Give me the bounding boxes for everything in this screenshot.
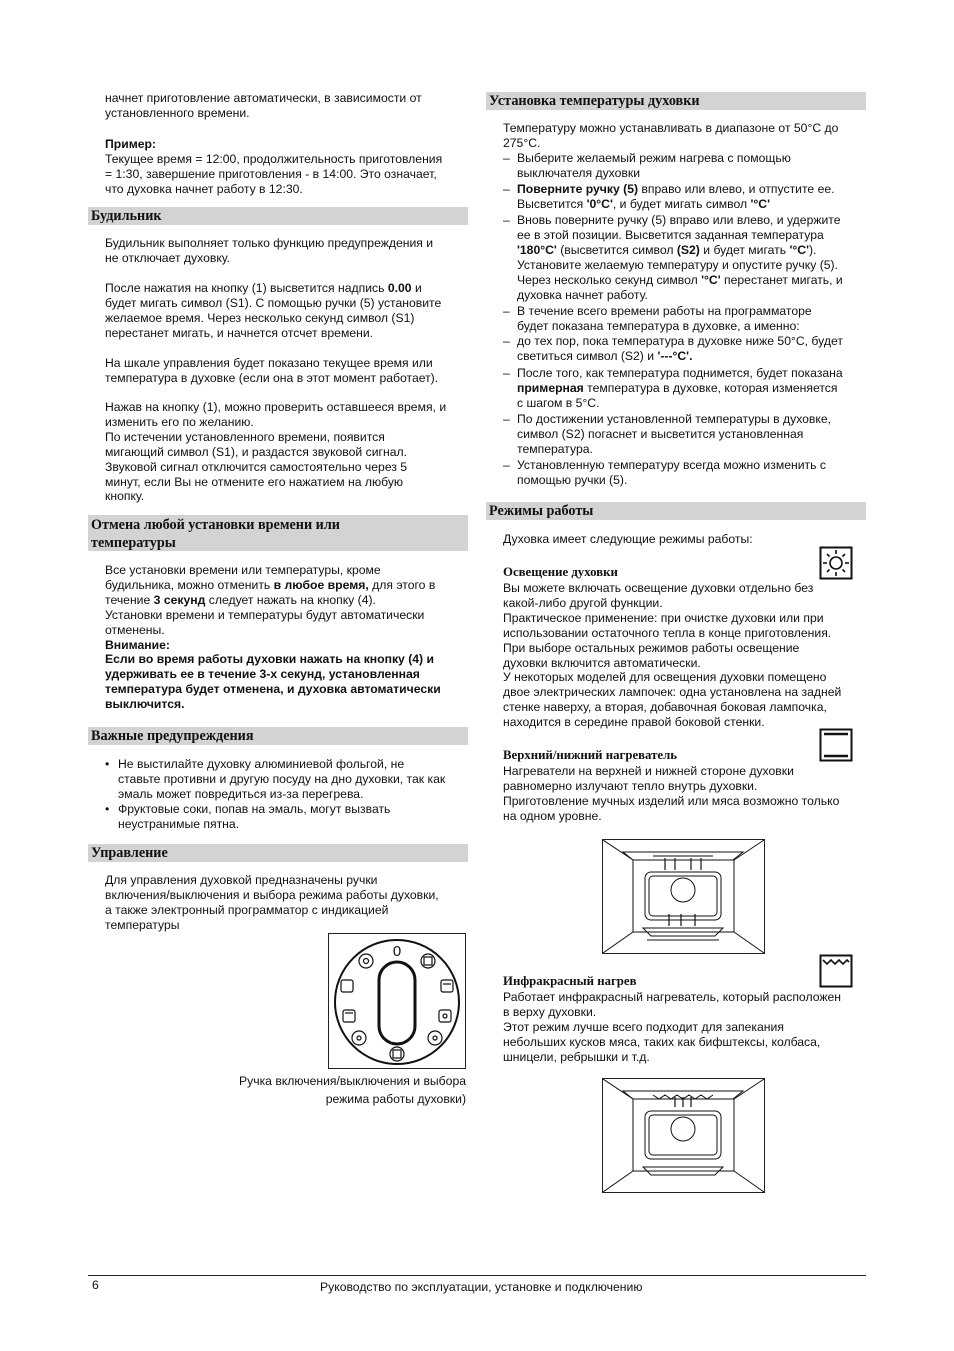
text-line: выключателя духовки [517,165,641,180]
display-value: '°C' [789,242,809,257]
top-bottom-heater-icon [819,728,853,762]
text-line: что духовка начнет работу в 12:30. [105,181,303,196]
text-span: вправо или влево, и отпустите ее. [638,182,835,196]
caption-line: режима работы духовки) [325,1091,466,1106]
warning-line: выключится. [105,697,185,712]
example-label: Пример: [105,137,156,151]
text-span: следует нажать на кнопку (4). [205,592,376,607]
text-line: символ (S2) погаснет и высветится установленная [517,426,804,441]
text-line: в верху духовки. [503,1004,597,1019]
display-value: '---°C'. [657,348,693,363]
display-value: '0°C' [586,196,613,211]
text-line [517,197,866,212]
oven-illustration [603,1079,764,1192]
bold-span: в любое время, [273,577,369,592]
mode-title-infrared: Инфракрасный нагрев [503,974,637,988]
text-line: Установленную температуру всегда можно изменить с [517,458,826,472]
list-item-text [517,412,866,457]
text-line: на одном уровне. [503,808,602,823]
text-line: температура в духовке (если она в этот момент работает). [105,370,439,385]
text-line [105,578,441,593]
text-line: изменить его по желанию. [105,414,254,429]
text-line: небольших кусков мяса, таких как бифштексы, колбаса, [503,1034,821,1049]
mode-title-top-bottom: Верхний/нижний нагреватель [503,748,678,762]
list-item [503,213,866,303]
cancel-paragraph [105,563,441,712]
list-item [105,802,475,832]
text-line: После того, как температура поднимется, будет показана [517,366,843,380]
text-line: Температуру можно устанавливать в диапазоне от 50°C до [503,121,839,135]
text-line: Работает инфракрасный нагреватель, который расположен [503,990,841,1004]
list-item-text [517,304,866,334]
list-item-text [118,757,445,802]
dash-marker: – [503,304,510,318]
text-line: ее в этой позиции. Высветится заданная температура [517,227,824,242]
alarm-paragraph-2 [105,281,441,341]
warning-line: температура будет отменена, и духовка автоматически [105,682,441,697]
alarm-paragraph-3 [105,356,438,386]
dash-marker: – [503,182,510,196]
text-span: (высветится символ [556,242,677,257]
text-line [517,349,866,364]
bold-span: 3 секунд [153,592,206,607]
text-line [517,243,866,258]
text-line: какой-либо другой функции. [503,595,663,610]
knob-caption [200,1074,466,1107]
section-heading-alarm: Будильник [88,207,468,225]
text-span: ). [809,242,817,257]
attention-label: Внимание: [105,637,170,652]
bold-span: (S2) [676,242,700,257]
infrared-heater-icon [819,954,853,988]
list-item-text [517,366,866,411]
text-line: В течение всего времени работы на программаторе [517,304,812,318]
list-item [503,412,866,457]
dash-marker: – [503,366,510,380]
text-line: помощью ручки (5). [517,472,628,487]
text-span: Через несколько секунд символ [517,272,702,287]
section-heading-modes: Режимы работы [486,502,866,520]
text-line: Звуковой сигнал отключится самостоятельно через 5 [105,459,408,474]
text-line: духовки включится автоматически. [503,655,701,670]
text-line: эмаль может повредиться из-за перегрева. [118,786,364,801]
text-line: духовка начнет работу. [517,287,648,302]
knob-figure [328,933,466,1069]
footer-title: Руководство по эксплуатации, установке и подключению [320,1280,643,1294]
text-line [517,381,866,396]
text-line: Все установки времени или температуры, кроме [105,563,381,577]
text-line: На шкале управления будет показано текущее время или [105,356,433,370]
text-line: равномерно излучают тепло внутрь духовки. [503,778,758,793]
text-line: У некоторых моделей для освещения духовки помещено [503,670,827,685]
text-span: , и будет мигать символ [612,196,751,211]
text-span: будильника, можно отменить [105,577,274,592]
heading-line: Отмена любой установки времени или [91,517,340,533]
heading-line: температуры [91,535,176,551]
section-heading-control: Управление [88,844,468,862]
text-line: Установки времени и температуры будут автоматически [105,607,425,622]
text-span: светиться символ (S2) и [517,348,658,363]
example-paragraph [105,137,442,197]
text-line: не отключает духовку. [105,250,231,265]
list-item [503,334,866,364]
list-item [503,182,866,212]
display-value: '°C' [701,272,721,287]
text-line: стенке наверху, а вторая, добавочная боковая лампочка, [503,700,827,715]
warning-line: Если во время работы духовки нажать на кнопку (4) и [105,652,434,667]
list-item-text [517,151,866,181]
bullet-icon: • [105,802,110,816]
list-item-text [517,458,866,488]
list-item [503,151,866,181]
text-span: перестанет мигать, и [720,272,843,287]
list-item [503,366,866,411]
text-line: Приготовление мучных изделий или мяса возможно только [503,793,840,808]
text-line: шницели, ребрышки и т.д. [503,1049,650,1064]
text-line: Нажав на кнопку (1), можно проверить оставшееся время, и [105,400,447,414]
bold-span: примерная [517,380,584,395]
list-item-text [517,334,866,364]
display-value: '180°C' [517,242,557,257]
text-line: Нагреватели на верхней и нижней стороне духовки [503,764,794,778]
text-line: температура. [517,441,593,456]
top-bottom-paragraph [503,764,839,824]
text-line: двое электрических лампочек: одна установлена на задней [503,685,842,700]
bullet-icon: • [105,757,110,771]
dash-marker: – [503,213,510,227]
text-line: Будильник выполняет только функцию предупреждения и [105,236,434,250]
text-line: минут, если Вы не отмените его нажатием на любую [105,474,404,489]
text-span: для этого в [368,577,436,592]
mode-title-light: Освещение духовки [503,565,618,579]
text-line [105,593,441,608]
text-line: Выберите желаемый режим нагрева с помощью [517,151,791,165]
infrared-paragraph [503,990,841,1065]
text-line: Вновь поверните ручку (5) вправо или влево, и удержите [517,213,841,227]
text-line: Фруктовые соки, попав на эмаль, могут вызвать [118,802,391,816]
text-line: Текущее время = 12:00, продолжительность приготовления [105,151,443,166]
text-line: включения/выключения и выбора режима работы духовки, [105,887,439,902]
text-line: ставьте противни и другую посуду на дно духовки, так как [118,771,446,786]
text-line: будет показана температура в духовке, а именно: [517,318,800,333]
text-line: мигающий символ (S1), и раздастся звуковой сигнал. [105,444,407,459]
list-item [503,304,866,334]
text-line: а также электронный программатор с индикацией [105,902,389,917]
intro-paragraph [105,91,422,121]
list-item-text [517,182,866,212]
text-span: Высветится [517,196,587,211]
page-number: 6 [92,1278,99,1292]
dash-marker: – [503,334,510,348]
text-line: При выборе остальных режимов работы освещение [503,640,800,655]
control-paragraph [105,873,439,933]
text-line [517,182,866,197]
temp-intro [503,121,838,151]
modes-intro: Духовка имеет следующие режимы работы: [503,532,753,546]
section-heading-cancel [88,515,468,551]
text-line: По достижении установленной температуры в духовке, [517,412,832,426]
dash-marker: – [503,151,510,165]
light-paragraph [503,581,841,730]
text-line: находится в середине правой боковой стенки. [503,715,765,730]
alarm-paragraph-4 [105,400,446,504]
text-line: = 1:30, завершение приготовления - в 14:00. Это означает, [105,166,437,181]
display-value: '°C' [750,196,770,211]
knob-zero-label: 0 [392,943,402,960]
list-item [503,458,866,488]
alarm-paragraph-1 [105,236,433,266]
text-line: 275°C. [503,135,541,150]
bold-span: Поверните ручку (5) [517,182,639,196]
text-line: Практическое применение: при очистке духовки или при [503,610,824,625]
text-line: отменены. [105,622,165,637]
text-line: будет мигать символ (S1). С помощью ручки (5) установите [105,295,442,310]
dash-marker: – [503,458,510,472]
text-span: и будет мигать [699,242,790,257]
text-line: Этот режим лучше всего подходит для запекания [503,1019,784,1034]
text-line: По истечении установленного времени, появится [105,429,385,444]
text-line: Для управления духовкой предназначены ручки [105,873,378,887]
text-line: с шагом в 5°C. [517,395,600,410]
text-line: желаемое время. Через несколько секунд символ (S1) [105,310,415,325]
oven-diagram-infrared [602,1078,765,1193]
text-line: установленного времени. [105,105,250,120]
warning-line: удерживать ее в течение 3-х секунд, установленная [105,667,420,682]
text-line: неустранимые пятна. [118,816,240,831]
text-line: Установите желаемую температуру и опустите ручку (5). [517,257,838,272]
section-heading-temperature: Установка температуры духовки [486,92,866,110]
text-line: кнопку. [105,489,145,504]
display-value: 0.00 [387,281,412,295]
oven-illustration [603,840,764,953]
text-span: температура в духовке, которая изменяется [583,380,838,395]
text-line [105,281,441,296]
list-item [105,757,475,802]
dash-marker: – [503,412,510,426]
text-span: После нажатия на кнопку (1) высветится надпись [105,281,388,295]
list-item-text [517,213,866,302]
oven-light-icon [819,546,853,580]
list-item-text [118,802,390,832]
text-span: течение [105,592,154,607]
section-heading-warnings: Важные предупреждения [88,727,468,745]
text-span: и [411,281,422,295]
text-line: начнет приготовление автоматически, в зависимости от [105,91,422,105]
oven-diagram-top-bottom [602,839,765,954]
text-line: Не выстилайте духовку алюминиевой фольгой, не [118,757,405,771]
text-line: использовании остаточного тепла в конце приготовления. [503,625,832,640]
footer-divider [88,1275,866,1276]
text-line [517,273,866,288]
text-line: до тех пор, пока температура в духовке ниже 50°C, будет [517,334,843,348]
mode-knob-diagram [329,934,465,1068]
caption-line: Ручка включения/выключения и выбора [239,1074,466,1088]
text-line: перестанет мигать, и начнется отсчет времени. [105,325,374,340]
text-line: температуры [105,917,180,932]
text-line: Вы можете включать освещение духовки отдельно без [503,581,814,595]
